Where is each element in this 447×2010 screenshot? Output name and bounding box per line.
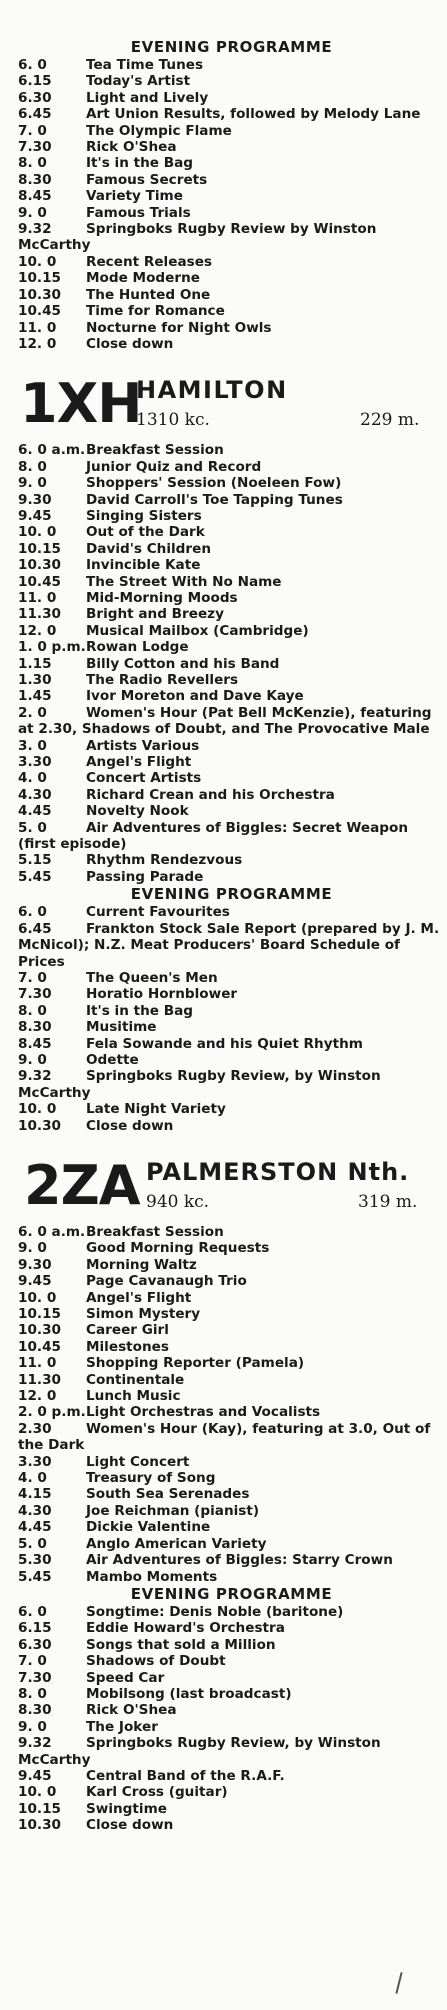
programme-time: 4. 0 (18, 1470, 47, 1487)
programme-time: 6. 0 (18, 904, 47, 921)
programme-entry (18, 1768, 447, 1784)
programme-title: David's Children (86, 540, 211, 557)
programme-title: Karl Cross (guitar) (86, 1784, 228, 1801)
programme-title: The Olympic Flame (86, 122, 232, 139)
station-header-1xh (18, 374, 447, 440)
programme-time: 4.30 (18, 1502, 52, 1519)
programme-entry (18, 508, 447, 524)
programme-title: Angel's Flight (86, 754, 192, 771)
programme-time: 4.45 (18, 1519, 52, 1536)
programme-entry (18, 639, 447, 655)
programme-entry (18, 606, 447, 622)
programme-time: 10.30 (18, 286, 61, 303)
programme-time: 6.15 (18, 1620, 52, 1637)
programme-time: 9. 0 (18, 1240, 47, 1257)
programme-time: 4. 0 (18, 770, 47, 787)
programme-title: Air Adventures of Biggles: Secret Weapon (first episode) (18, 819, 409, 853)
programme-entry (18, 1686, 447, 1702)
programme-entry (18, 1019, 447, 1035)
programme-entry (18, 1702, 447, 1718)
programme-time: 10.15 (18, 540, 61, 557)
programme-title: Frankton Stock Sale Report (prepared by J. M. McNicol); N.Z. Meat Producers' Board Schedule of Prices (18, 920, 440, 970)
programme-entry (18, 1036, 447, 1052)
programme-entry (18, 1503, 447, 1519)
programme-time: 1.15 (18, 655, 52, 672)
programme-entry (18, 852, 447, 868)
programme-entry (18, 155, 447, 171)
programme-entry (18, 1052, 447, 1068)
programme-entry (18, 921, 447, 970)
programme-time: 2. 0 p.m. (18, 1404, 86, 1421)
programme-title: Musitime (86, 1019, 157, 1036)
programme-time: 11.30 (18, 1371, 61, 1388)
programme-time: 10.45 (18, 573, 61, 590)
programme-title: Light Orchestras and Vocalists (86, 1404, 321, 1421)
programme-title: Recent Releases (86, 253, 213, 270)
programme-title: Women's Hour (Kay), featuring at 3.0, Out of the Dark (18, 1420, 431, 1454)
programme-time: 9.32 (18, 221, 52, 238)
programme-entry (18, 1273, 447, 1289)
programme-entry (18, 1552, 447, 1568)
programme-entry (18, 1421, 447, 1454)
programme-entry (18, 738, 447, 754)
programme-time: 9. 0 (18, 1051, 47, 1068)
programme-title: Songtime: Denis Noble (baritone) (86, 1603, 344, 1620)
programme-entry (18, 541, 447, 557)
programme-entry (18, 1569, 447, 1585)
programme-title: Mode Moderne (86, 270, 200, 287)
programme-entry (18, 803, 447, 819)
programme-time: 6.45 (18, 920, 52, 937)
programme-time: 2.30 (18, 1420, 52, 1437)
programme-title: Horatio Hornblower (86, 986, 238, 1003)
programme-title: Concert Artists (86, 770, 202, 787)
programme-title: Close down (86, 335, 174, 352)
station-wavelength: 229 m. (360, 410, 420, 431)
programme-entry (18, 1404, 447, 1420)
programme-entry (18, 1817, 447, 1833)
programme-title: Variety Time (86, 188, 183, 205)
programme-entry (18, 1068, 447, 1101)
evening-programme-heading: EVENING PROGRAMME (130, 1584, 333, 1603)
programme-list (18, 57, 447, 352)
programme-title: The Street With No Name (86, 573, 282, 590)
programme-time: 10.15 (18, 1800, 61, 1817)
programme-entry (18, 590, 447, 606)
programme-title: Shoppers' Session (Noeleen Fow) (86, 475, 342, 492)
programme-time: 6. 0 (18, 1603, 47, 1620)
programme-time: 6.30 (18, 89, 52, 106)
programme-title: Anglo American Variety (86, 1535, 267, 1552)
programme-entry (18, 672, 447, 688)
programme-entry (18, 172, 447, 188)
programme-entry (18, 123, 447, 139)
programme-time: 6.45 (18, 106, 52, 123)
programme-entry (18, 1735, 447, 1768)
programme-entry (18, 1486, 447, 1502)
programme-entry (18, 986, 447, 1002)
programme-time: 9.45 (18, 1767, 52, 1784)
programme-title: Simon Mystery (86, 1306, 201, 1322)
programme-time: 7.30 (18, 986, 52, 1003)
programme-title: Today's Artist (86, 73, 191, 90)
programme-entry (18, 1653, 447, 1669)
programme-title: Breakfast Session (86, 442, 224, 459)
programme-title: Junior Quiz and Record (86, 458, 262, 475)
programme-entry (18, 787, 447, 803)
station-wavelength: 319 m. (358, 1191, 418, 1212)
programme-title: Breakfast Session (86, 1223, 224, 1240)
programme-title: Out of the Dark (86, 524, 205, 541)
programme-title: Women's Hour (Pat Bell McKenzie), featuring at 2.30, Shadows of Doubt, and The Provocative Male (18, 704, 432, 738)
programme-entry (18, 73, 447, 89)
programme-entry (18, 820, 447, 853)
programme-list (18, 1604, 447, 1834)
programme-time: 8. 0 (18, 1685, 47, 1702)
programme-time: 5. 0 (18, 1535, 47, 1552)
programme-title: Musical Mailbox (Cambridge) (86, 622, 309, 639)
programme-title: Lunch Music (86, 1388, 181, 1405)
programme-title: Singing Sisters (86, 507, 202, 524)
programme-entry (18, 754, 447, 770)
programme-entry (18, 1322, 447, 1338)
programme-title: South Sea Serenades (86, 1486, 250, 1503)
programme-title: Time for Romance (86, 303, 225, 320)
programme-time: 10.45 (18, 303, 61, 320)
programme-title: Odette (86, 1051, 139, 1068)
programme-entry (18, 1240, 447, 1256)
programme-time: 1.30 (18, 672, 52, 688)
programme-entry (18, 1118, 447, 1134)
programme-time: 9. 0 (18, 204, 47, 221)
programme-entry (18, 1784, 447, 1800)
programme-title: It's in the Bag (86, 155, 194, 172)
evening-programme-heading: EVENING PROGRAMME (130, 885, 333, 904)
programme-title: Angel's Flight (86, 1289, 192, 1306)
programme-time: 3.30 (18, 1453, 52, 1470)
programme-entry (18, 270, 447, 286)
programme-time: 6.30 (18, 1636, 52, 1653)
programme-title: Art Union Results, followed by Melody Lane (86, 106, 421, 123)
programme-title: Rick O'Shea (86, 1702, 177, 1719)
programme-time: 4.30 (18, 786, 52, 803)
programme-entry (18, 688, 447, 704)
programme-title: Rick O'Shea (86, 139, 177, 156)
programme-time: 10. 0 (18, 524, 57, 541)
programme-entry (18, 221, 447, 254)
programme-entry (18, 1388, 447, 1404)
programme-time: 10. 0 (18, 253, 57, 270)
programme-title: Air Adventures of Biggles: Starry Crown (86, 1552, 393, 1569)
programme-time: 11.30 (18, 606, 61, 623)
programme-list (18, 904, 447, 1134)
programme-time: 7. 0 (18, 969, 47, 986)
programme-title: Mid-Morning Moods (86, 589, 238, 606)
programme-time: 9. 0 (18, 1718, 47, 1735)
programme-title: Continentale (86, 1371, 185, 1388)
programme-entry (18, 770, 447, 786)
programme-title: Shadows of Doubt (86, 1653, 226, 1670)
programme-title: Mambo Moments (86, 1568, 218, 1585)
programme-title: Eddie Howard's Orchestra (86, 1620, 285, 1637)
programme-time: 3. 0 (18, 737, 47, 754)
programme-time: 10.30 (18, 557, 61, 574)
programme-title: Shopping Reporter (Pamela) (86, 1355, 305, 1372)
programme-title: Page Cavanaugh Trio (86, 1273, 247, 1290)
programme-time: 8.30 (18, 171, 52, 188)
station-city: HAMILTON (136, 376, 288, 405)
programme-title: Late Night Variety (86, 1101, 226, 1118)
programme-time: 4.45 (18, 803, 52, 820)
programme-title: Tea Time Tunes (86, 57, 204, 73)
programme-title: Springboks Rugby Review by Winston McCarthy (18, 221, 377, 254)
programme-entry (18, 188, 447, 204)
programme-entry (18, 1519, 447, 1535)
programme-time: 12. 0 (18, 335, 57, 352)
programme-title: The Queen's Men (86, 969, 218, 986)
programme-title: Novelty Nook (86, 803, 189, 820)
programme-title: The Hunted One (86, 286, 211, 303)
programme-entry (18, 557, 447, 573)
programme-entry (18, 492, 447, 508)
programme-time: 6. 0 (18, 57, 47, 73)
programme-time: 6.15 (18, 73, 52, 90)
programme-time: 10. 0 (18, 1101, 57, 1118)
programme-title: Current Favourites (86, 904, 230, 921)
programme-entry (18, 970, 447, 986)
programme-time: 10.45 (18, 1338, 61, 1355)
station-header-2za (18, 1153, 447, 1222)
programme-time: 5.45 (18, 868, 52, 885)
programme-time: 1. 0 p.m. (18, 639, 86, 656)
programme-title: Bright and Breezy (86, 606, 224, 623)
programme-time: 10.15 (18, 270, 61, 287)
programme-entry (18, 303, 447, 319)
programme-list (18, 1224, 447, 1585)
programme-entry (18, 254, 447, 270)
programme-time: 9.30 (18, 1256, 52, 1273)
programme-title: Rowan Lodge (86, 639, 189, 656)
programme-title: Swingtime (86, 1800, 167, 1817)
programme-title: Rhythm Rendezvous (86, 852, 243, 869)
programme-entry (18, 1003, 447, 1019)
programme-time: 4.15 (18, 1486, 52, 1503)
programme-time: 12. 0 (18, 622, 57, 639)
programme-title: Nocturne for Night Owls (86, 319, 272, 336)
programme-entry (18, 287, 447, 303)
programme-title: Joe Reichman (pianist) (86, 1502, 260, 1519)
station-frequency: 1310 kc. (136, 410, 210, 431)
programme-title: Speed Car (86, 1669, 165, 1686)
programme-title: The Radio Revellers (86, 672, 239, 688)
programme-time: 5.30 (18, 1552, 52, 1569)
programme-entry (18, 656, 447, 672)
programme-entry (18, 1719, 447, 1735)
programme-time: 10.30 (18, 1117, 61, 1134)
programme-entry (18, 1536, 447, 1552)
station-city: PALMERSTON Nth. (146, 1157, 410, 1186)
programme-list (18, 442, 447, 885)
programme-entry (18, 1306, 447, 1322)
programme-entry (18, 205, 447, 221)
programme-entry (18, 869, 447, 885)
programme-entry (18, 442, 447, 458)
programme-time: 9.32 (18, 1068, 52, 1085)
programme-time: 10.30 (18, 1817, 61, 1834)
programme-time: 8. 0 (18, 458, 47, 475)
programme-time: 8. 0 (18, 155, 47, 172)
programme-title: Morning Waltz (86, 1256, 197, 1273)
programme-title: Central Band of the R.A.F. (86, 1767, 285, 1784)
station-call-sign: 1XH (20, 372, 142, 436)
programme-entry (18, 1670, 447, 1686)
programme-title: Billy Cotton and his Band (86, 655, 280, 672)
programme-time: 9.45 (18, 507, 52, 524)
programme-title: Ivor Moreton and Dave Kaye (86, 688, 304, 705)
programme-time: 8.45 (18, 1035, 52, 1052)
programme-title: Songs that sold a Million (86, 1636, 276, 1653)
programme-title: Milestones (86, 1338, 169, 1355)
station-call-sign: 2ZA (24, 1153, 140, 1217)
programme-entry (18, 705, 447, 738)
programme-title: The Joker (86, 1718, 158, 1735)
programme-time: 7.30 (18, 1669, 52, 1686)
programme-title: Treasury of Song (86, 1470, 216, 1487)
programme-title: Dickie Valentine (86, 1519, 211, 1536)
pencil-mark (395, 1972, 402, 1994)
programme-time: 6. 0 a.m. (18, 442, 86, 459)
programme-title: Career Girl (86, 1322, 169, 1339)
programme-title: It's in the Bag (86, 1002, 194, 1019)
evening-programme-heading: EVENING PROGRAMME (130, 38, 333, 56)
programme-entry (18, 1454, 447, 1470)
programme-time: 9.32 (18, 1735, 52, 1752)
programme-title: Famous Secrets (86, 171, 208, 188)
programme-title: Fela Sowande and his Quiet Rhythm (86, 1035, 363, 1052)
programme-title: Springboks Rugby Review, by Winston McCarthy (18, 1735, 381, 1768)
programme-time: 9.45 (18, 1273, 52, 1290)
programme-time: 10. 0 (18, 1784, 57, 1801)
programme-entry (18, 1355, 447, 1371)
programme-title: Invincible Kate (86, 557, 201, 574)
programme-entry (18, 904, 447, 920)
programme-time: 11. 0 (18, 589, 57, 606)
programme-time: 5. 0 (18, 819, 47, 836)
programme-time: 5.45 (18, 1568, 52, 1585)
programme-entry (18, 106, 447, 122)
programme-time: 10.15 (18, 1306, 61, 1322)
programme-entry (18, 1290, 447, 1306)
programme-time: 9.30 (18, 491, 52, 508)
programme-time: 11. 0 (18, 1355, 57, 1372)
programme-entry (18, 336, 447, 352)
programme-time: 10. 0 (18, 1289, 57, 1306)
programme-time: 7. 0 (18, 122, 47, 139)
programme-entry (18, 57, 447, 73)
programme-time: 8.30 (18, 1019, 52, 1036)
programme-time: 7. 0 (18, 1653, 47, 1670)
programme-entry (18, 320, 447, 336)
programme-time: 11. 0 (18, 319, 57, 336)
programme-entry (18, 139, 447, 155)
programme-title: Mobilsong (last broadcast) (86, 1685, 292, 1702)
programme-title: Famous Trials (86, 204, 191, 221)
programme-title: Passing Parade (86, 868, 204, 885)
programme-time: 7.30 (18, 139, 52, 156)
programme-entry (18, 1339, 447, 1355)
station-frequency: 940 kc. (146, 1191, 210, 1212)
programme-time: 8.30 (18, 1702, 52, 1719)
programme-entry (18, 1101, 447, 1117)
programme-entry (18, 1801, 447, 1817)
programme-title: David Carroll's Toe Tapping Tunes (86, 491, 343, 508)
programme-time: 12. 0 (18, 1388, 57, 1405)
programme-time: 5.15 (18, 852, 52, 869)
programme-entry (18, 1224, 447, 1240)
programme-entry (18, 475, 447, 491)
programme-title: Richard Crean and his Orchestra (86, 786, 335, 803)
programme-entry (18, 459, 447, 475)
programme-entry (18, 1470, 447, 1486)
programme-time: 8.45 (18, 188, 52, 205)
programme-time: 3.30 (18, 754, 52, 771)
programme-time: 6. 0 a.m. (18, 1223, 86, 1240)
programme-time: 8. 0 (18, 1002, 47, 1019)
programme-entry (18, 1620, 447, 1636)
programme-time: 9. 0 (18, 475, 47, 492)
programme-time: 10.30 (18, 1322, 61, 1339)
programme-entry (18, 623, 447, 639)
programme-time: 1.45 (18, 688, 52, 705)
programme-title: Springboks Rugby Review, by Winston McCarthy (18, 1068, 381, 1101)
programme-entry (18, 1637, 447, 1653)
programme-title: Close down (86, 1117, 174, 1134)
programme-entry (18, 524, 447, 540)
programme-title: Artists Various (86, 737, 200, 754)
programme-entry (18, 90, 447, 106)
programme-title: Light Concert (86, 1453, 190, 1470)
programme-title: Close down (86, 1817, 174, 1834)
programme-entry (18, 1604, 447, 1620)
programme-entry (18, 1257, 447, 1273)
programme-time: 2. 0 (18, 704, 47, 721)
programme-title: Light and Lively (86, 89, 209, 106)
programme-entry (18, 574, 447, 590)
programme-entry (18, 1372, 447, 1388)
programme-title: Good Morning Requests (86, 1240, 270, 1257)
